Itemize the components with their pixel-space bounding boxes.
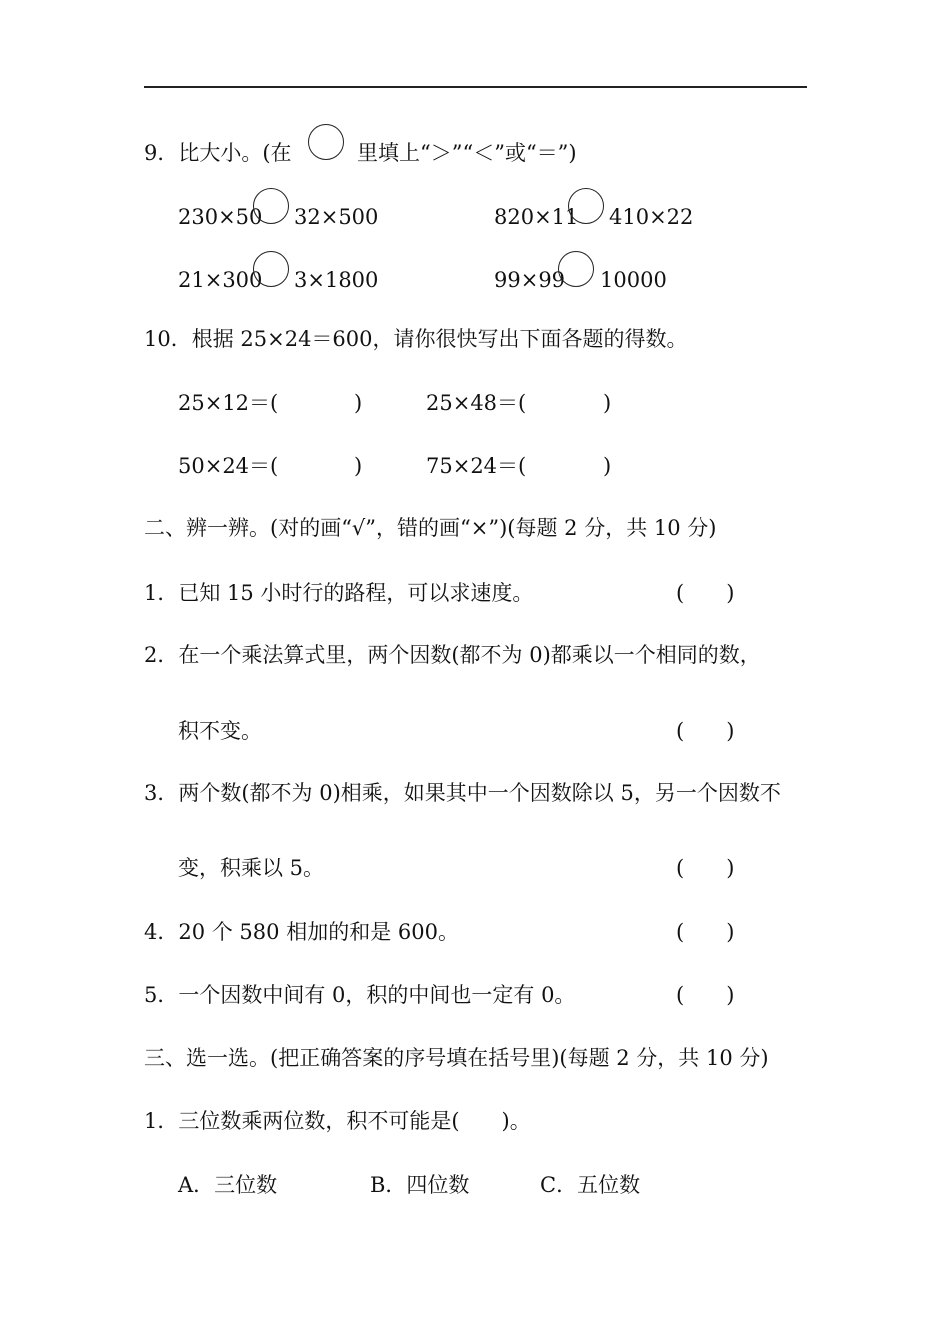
q10-item-expr: 25×12＝(	[178, 391, 279, 415]
choice-q1-stem: 1．三位数乘两位数，积不可能是( )。	[144, 1109, 531, 1133]
choice-option-b[interactable]: B．四位数	[370, 1173, 470, 1197]
q9-prefix: 9．比大小。(在	[144, 141, 292, 165]
q10-item-expr: 75×24＝(	[426, 454, 527, 478]
compare-circle[interactable]	[558, 251, 594, 287]
header-rule	[144, 86, 807, 88]
tf-item-1: 1．已知 15 小时行的路程，可以求速度。	[144, 581, 534, 605]
choice-option-a[interactable]: A．三位数	[178, 1173, 278, 1197]
q10-item-expr: 25×48＝(	[426, 391, 527, 415]
q10-item-close: )	[354, 391, 363, 415]
tf-item-2-line1: 2．在一个乘法算式里，两个因数(都不为 0)都乘以一个相同的数，	[144, 643, 761, 667]
q9-row2-col2-right: 10000	[600, 268, 667, 292]
q10-stem: 10．根据 25×24＝600，请你很快写出下面各题的得数。	[144, 327, 688, 351]
q9-row1-col1-right: 32×500	[294, 205, 379, 229]
section3-heading: 三、选一选。(把正确答案的序号填在括号里)(每题 2 分，共 10 分)	[144, 1046, 769, 1070]
answer-blank[interactable]: ( )	[676, 983, 735, 1007]
q10-item-close: )	[603, 454, 612, 478]
tf-item-3-line1: 3．两个数(都不为 0)相乘，如果其中一个因数除以 5，另一个因数不	[144, 781, 781, 805]
answer-blank[interactable]: ( )	[676, 920, 735, 944]
tf-item-5: 5．一个因数中间有 0，积的中间也一定有 0。	[144, 983, 576, 1007]
answer-blank[interactable]: ( )	[676, 581, 735, 605]
q9-row2-col2-left: 99×99	[494, 268, 566, 292]
q10-item-close: )	[354, 454, 363, 478]
tf-item-3-line2: 变，积乘以 5。	[178, 856, 325, 880]
q9-row2-col1-right: 3×1800	[294, 268, 379, 292]
q9-example-circle	[308, 124, 344, 160]
q10-item-expr: 50×24＝(	[178, 454, 279, 478]
answer-blank[interactable]: ( )	[676, 856, 735, 880]
q9-row2-col1-left: 21×300	[178, 268, 263, 292]
tf-item-2-line2: 积不变。	[178, 719, 262, 743]
compare-circle[interactable]	[253, 251, 289, 287]
q9-suffix: 里填上“＞”“＜”或“＝”)	[357, 141, 577, 165]
answer-blank[interactable]: ( )	[676, 719, 735, 743]
compare-circle[interactable]	[253, 188, 289, 224]
tf-item-4: 4．20 个 580 相加的和是 600。	[144, 920, 459, 944]
q9-row1-col2-right: 410×22	[609, 205, 694, 229]
compare-circle[interactable]	[568, 188, 604, 224]
q10-item-close: )	[603, 391, 612, 415]
q9-row1-col2-left: 820×11	[494, 205, 579, 229]
section2-heading: 二、辨一辨。(对的画“√”，错的画“×”)(每题 2 分，共 10 分)	[144, 516, 717, 540]
q9-row1-col1-left: 230×50	[178, 205, 263, 229]
choice-option-c[interactable]: C．五位数	[540, 1173, 641, 1197]
